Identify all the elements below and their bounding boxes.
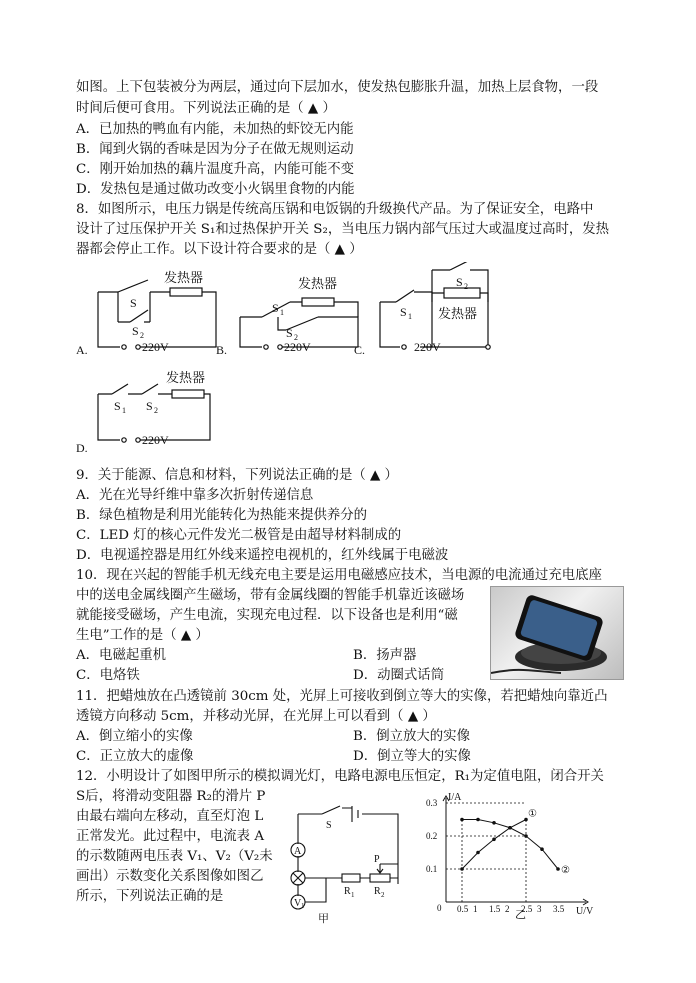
svg-text:220V: 220V (414, 340, 441, 354)
y-tick-label: 0.3 (426, 798, 438, 808)
svg-text:S: S (400, 305, 407, 319)
question-12: 12．小明设计了如图甲所示的模拟调光灯，电路电源电压恒定，R₁为定值电阻，闭合开关 (76, 769, 604, 784)
text-line: 由最右端向左移动，直至灯泡 L (76, 809, 264, 824)
svg-text:C.: C. (354, 343, 366, 357)
svg-text:1: 1 (301, 902, 305, 910)
text-line: 生电”工作的是（ ▲ ） (76, 628, 209, 643)
question-10: 10．现在兴起的智能手机无线充电主要是运用电磁感应技术，当电源的电流通过充电底座 (76, 568, 602, 583)
x-tick-label: 1.5 (489, 904, 501, 914)
ammeter-label: A (294, 846, 302, 857)
data-point (508, 826, 512, 830)
option-d: D．倒立等大的实像 (353, 749, 471, 764)
circuit-b (216, 276, 358, 357)
text-line: 透镜方向移动 5cm，并移动光屏，在光屏上可以看到（ ▲ ） (76, 709, 436, 724)
svg-text:发热器: 发热器 (438, 306, 478, 321)
question-9: 9．关于能源、信息和材料，下列说法正确的是（ ▲ ） (76, 468, 398, 483)
text-line: 所示，下列说法正确的是 (76, 889, 224, 904)
x-tick-label: 3.5 (553, 904, 565, 914)
svg-text:P: P (374, 854, 380, 865)
option-a: A．倒立缩小的实像 (76, 729, 193, 744)
x-tick-label: 2.5 (521, 904, 533, 914)
data-point (492, 838, 496, 842)
text-line: 正常发光。此过程中，电流表 A (76, 829, 265, 844)
series-label: ② (561, 865, 570, 876)
x-tick-label: 2 (505, 904, 510, 914)
svg-text:2: 2 (154, 406, 158, 415)
data-point (524, 834, 528, 838)
option-c: C．LED 灯的核心元件发光二极管是由超导材料制成的 (76, 528, 402, 543)
text-line: 的示数随两电压表 V₁、V₂（V₂未 (76, 849, 273, 864)
option-d: D．发热包是通过做功改变小火锅里食物的内能 (76, 182, 355, 197)
x-tick-label: 0.5 (457, 904, 469, 914)
circuit-figure-jia (286, 796, 416, 926)
data-point (556, 867, 560, 871)
svg-text:B.: B. (216, 343, 228, 357)
y-tick-label: 0.1 (426, 864, 438, 874)
svg-text:S: S (132, 324, 139, 338)
svg-text:R: R (374, 886, 381, 897)
circuit-c (354, 262, 490, 357)
text-line: 时间后便可食用。下列说法正确的是（ ▲ ） (76, 101, 336, 116)
voltmeter-label: V (294, 898, 302, 909)
svg-text:发热器: 发热器 (166, 370, 206, 385)
data-point (476, 851, 480, 855)
x-tick-label: 3 (537, 904, 542, 914)
option-b: B．绿色植物是利用光能转化为热能来提供养分的 (76, 508, 368, 523)
data-point (460, 867, 464, 871)
svg-text:220V: 220V (284, 340, 311, 354)
svg-text:S: S (456, 275, 463, 289)
svg-text:2: 2 (140, 331, 144, 340)
voltage-label: 220V (142, 340, 169, 354)
circuit-d (76, 370, 210, 455)
option-b: B．闻到火锅的香味是因为分子在做无规则运动 (76, 142, 354, 157)
option-letter: A. (76, 343, 88, 357)
x-axis-label: U/V (576, 906, 594, 917)
svg-text:1: 1 (122, 406, 126, 415)
svg-text:S: S (114, 399, 121, 413)
data-point (476, 818, 480, 822)
svg-text:S: S (272, 301, 279, 315)
question-11: 11．把蜡烛放在凸透镜前 30cm 处，光屏上可接收到倒立等大的实像，若把蜡烛向靠近凸 (76, 689, 608, 704)
text-line: 器都会停止工作。以下设计符合要求的是（ ▲ ） (76, 242, 363, 257)
svg-text:S: S (326, 820, 332, 831)
text-line: 中的送电金属线圈产生磁场，带有金属线圈的智能手机靠近该磁场 (76, 588, 465, 603)
svg-text:R: R (344, 886, 351, 897)
svg-text:1: 1 (351, 891, 355, 899)
option-c: C．正立放大的虚像 (76, 749, 194, 764)
figure-caption: 乙 (515, 909, 526, 920)
svg-text:2: 2 (294, 333, 298, 342)
question-8: 8．如图所示，电压力锅是传统高压锅和电饭锅的升级换代产品。为了保证安全，电路中 (76, 202, 594, 217)
text-line: 画出）示数变化关系图像如图乙 (76, 869, 264, 884)
option-c: C．电烙铁 (76, 668, 140, 683)
heater-label: 发热器 (164, 270, 204, 285)
series-label: ① (528, 808, 537, 820)
svg-text:220V: 220V (142, 433, 169, 447)
svg-text:D.: D. (76, 441, 88, 455)
svg-text:S: S (286, 326, 293, 340)
text-line: 就能接受磁场，产生电流，实现充电过程．以下设备也是利用“磁 (76, 608, 458, 623)
data-point (492, 821, 496, 825)
series-line (462, 820, 526, 870)
text-line: 设计了过压保护开关 S₁和过热保护开关 S₂，当电压力锅内部气压过大或温度过高时，发热 (76, 222, 610, 237)
wireless-charger-photo (490, 586, 624, 680)
option-a: A．电磁起重机 (76, 648, 167, 663)
svg-text:发热器: 发热器 (298, 276, 338, 291)
option-d: D．电视遥控器是用红外线来遥控电视机的，红外线属于电磁波 (76, 548, 449, 563)
q8-circuit-diagrams (0, 262, 696, 462)
option-b: B．扬声器 (353, 648, 417, 663)
option-b: B．倒立放大的实像 (353, 729, 470, 744)
circuit-a (76, 270, 216, 357)
svg-text:1: 1 (408, 312, 412, 321)
svg-text:S: S (130, 296, 137, 310)
x-tick-label: 1 (473, 904, 478, 914)
option-a: A．已加热的鸭血有内能，未加热的虾饺无内能 (76, 122, 354, 137)
y-axis-label: I/A (448, 792, 462, 803)
iu-graph (418, 790, 594, 920)
svg-text:2: 2 (381, 891, 385, 899)
option-d: D．动圈式话筒 (353, 668, 445, 683)
svg-text:S: S (146, 399, 153, 413)
y-tick-label: 0.2 (426, 831, 438, 841)
text-line: 如图。上下包装被分为两层，通过向下层加水，使发热包膨胀升温，加热上层食物，一段 (76, 80, 599, 95)
svg-text:2: 2 (464, 282, 468, 291)
option-c: C．刚开始加热的藕片温度升高，内能可能不变 (76, 162, 355, 177)
option-a: A．光在光导纤维中靠多次折射传递信息 (76, 488, 314, 503)
text-line: S后，将滑动变阻器 R₂的滑片 P (76, 789, 266, 804)
origin-label: 0 (437, 903, 442, 913)
svg-text:1: 1 (280, 308, 284, 317)
data-point (460, 818, 464, 822)
data-point (540, 847, 544, 851)
figure-caption: 甲 (318, 913, 329, 925)
